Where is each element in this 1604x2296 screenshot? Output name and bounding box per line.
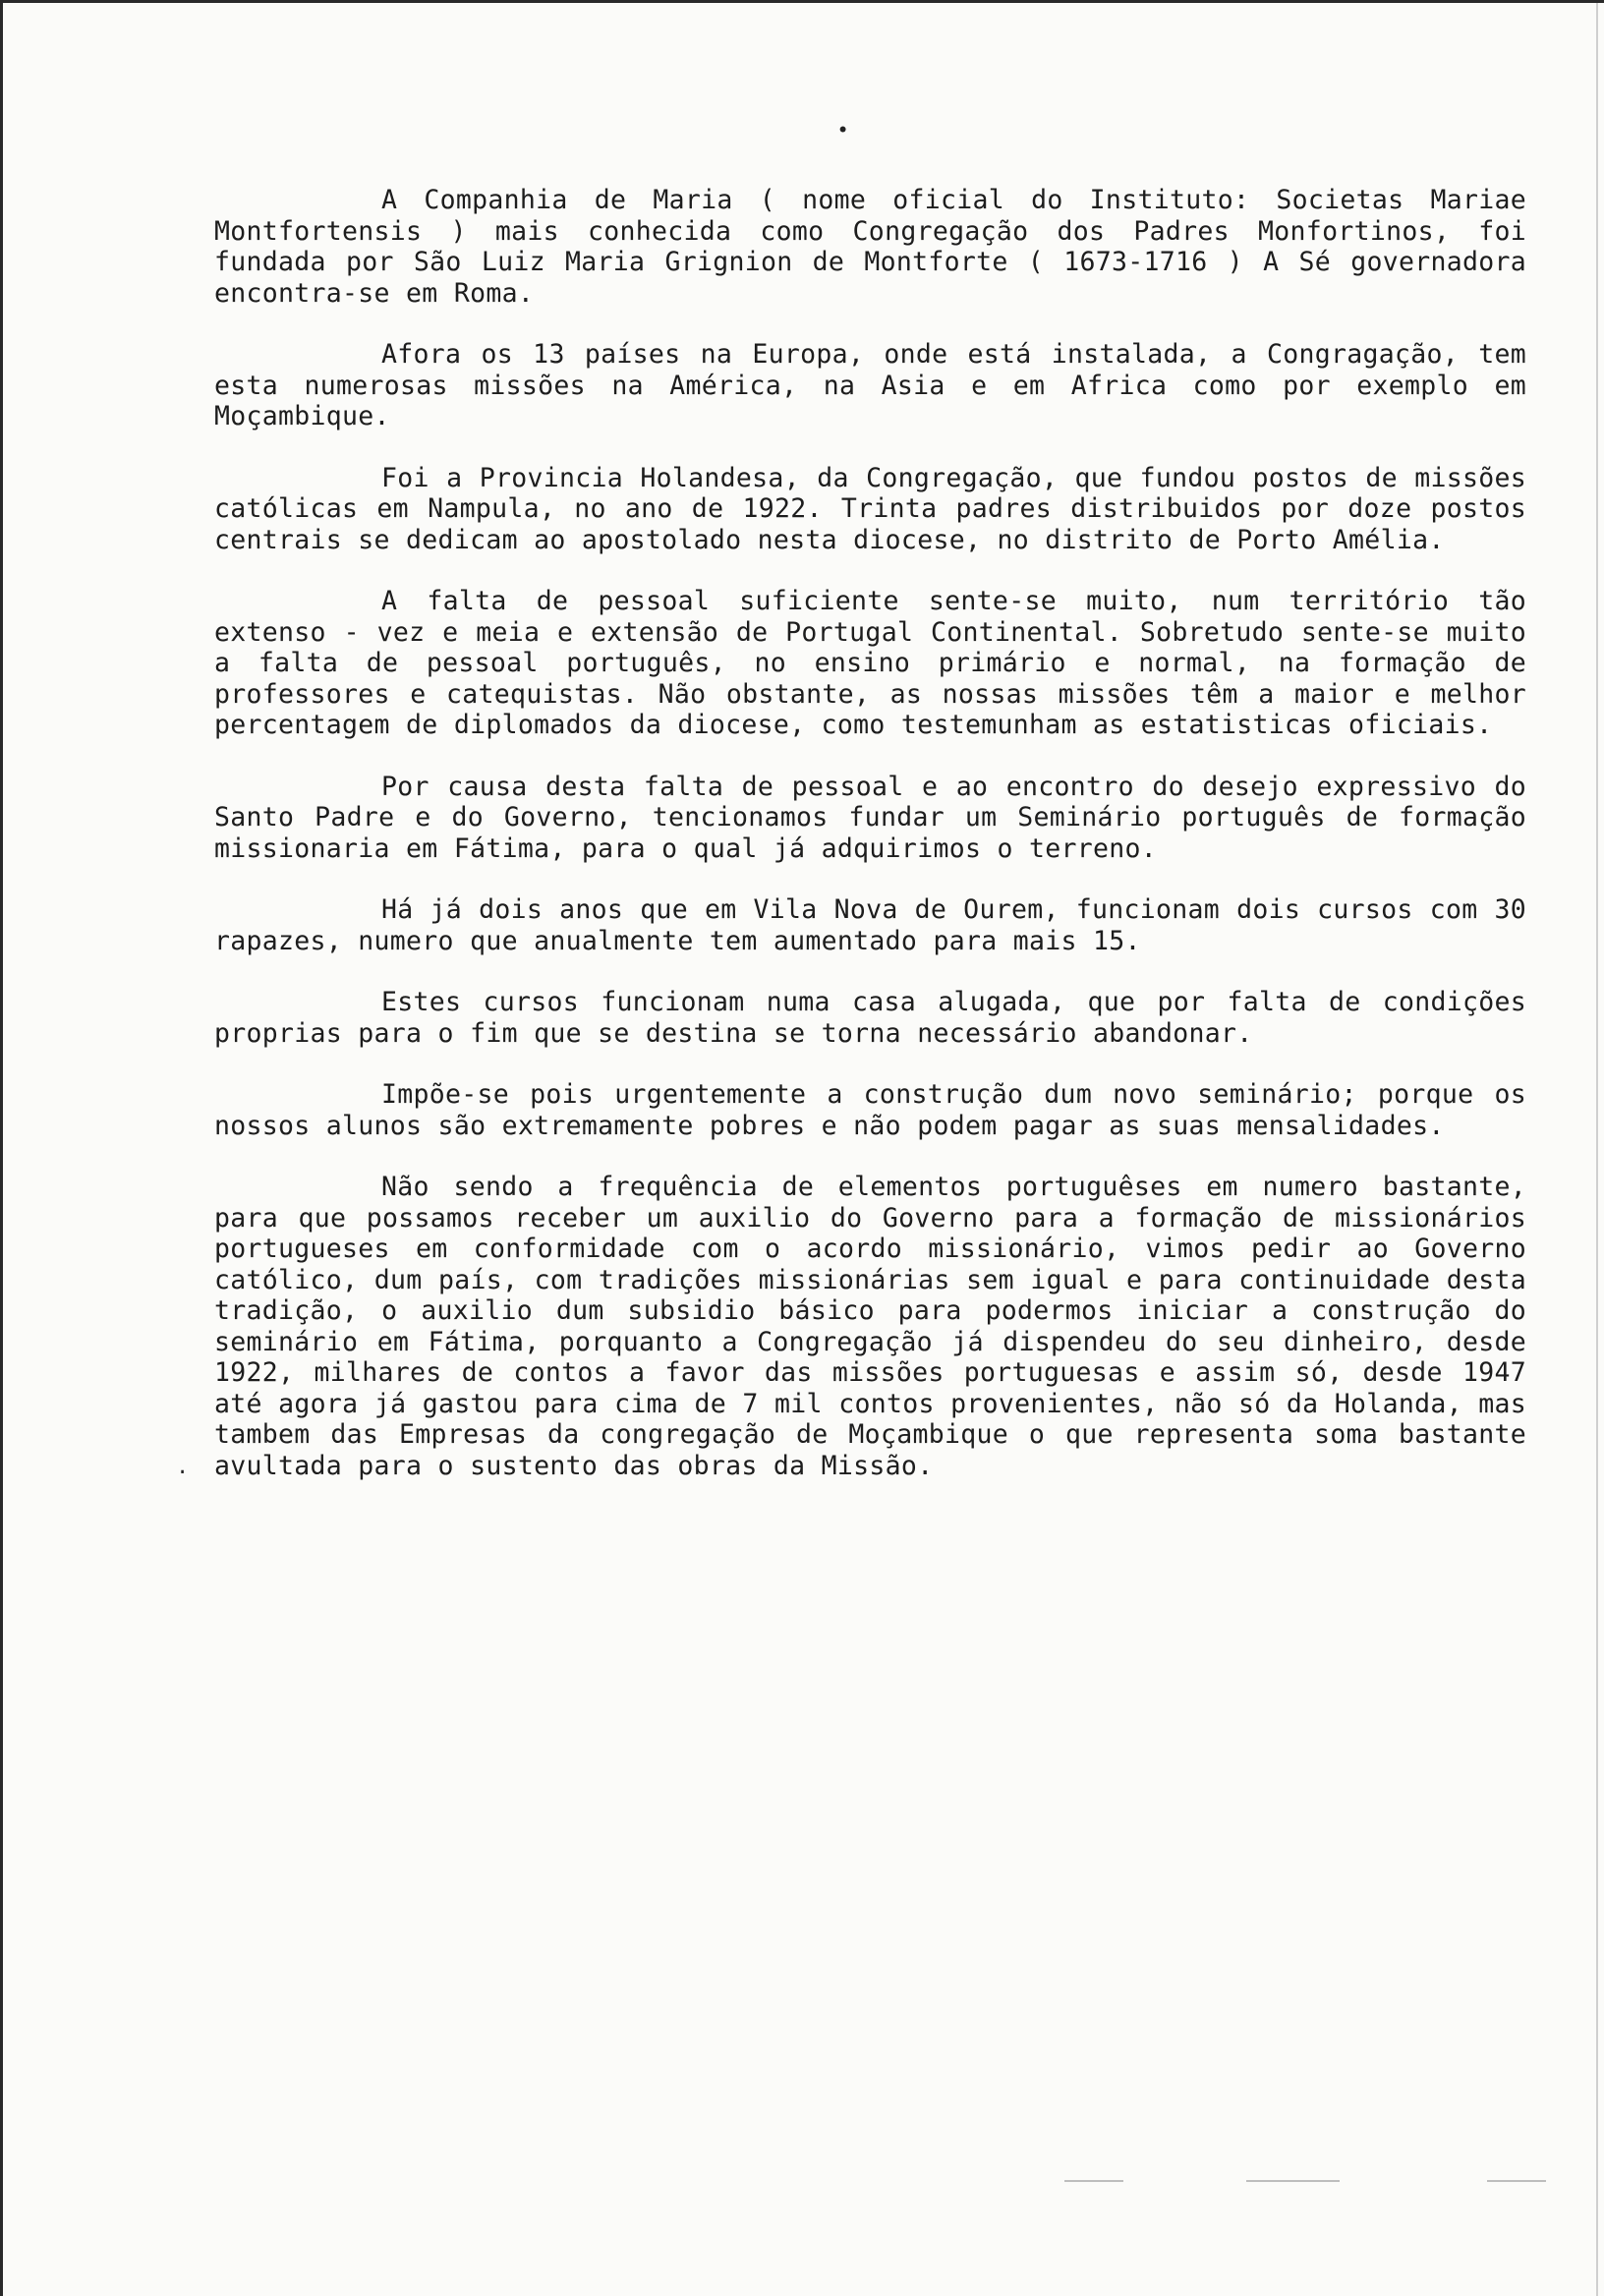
paragraph-4: A falta de pessoal suficiente sente-se muito, num território tão extenso - vez e meia e extensão de Portugal Continental. Sobretudo sente-se muito a falta de pessoal português, no ensino primário e normal, na formação de professores e catequistas. Não obstante, as nossas missões têm a maior e melhor percentagem de diplomados da diocese, como testemunham as estatisticas oficiais. <box>214 586 1526 740</box>
paragraph-2: Afora os 13 países na Europa, onde está instalada, a Congragação, tem esta numerosas missões na América, na Asia e em Africa como por exemplo em Moçambique. <box>214 339 1526 431</box>
paragraph-6: Há já dois anos que em Vila Nova de Ourem, funcionam dois cursos com 30 rapazes, numero que anualmente tem aumentado para mais 15. <box>214 894 1526 956</box>
margin-dot: . <box>176 1456 190 1480</box>
paragraph-5: Por causa desta falta de pessoal e ao encontro do desejo expressivo do Santo Padre e do Governo, tencionamos fundar um Seminário português de formação missionaria em Fátima, para o qual já adquirimos o terreno. <box>214 771 1526 864</box>
paragraph-7: Estes cursos funcionam numa casa alugada, que por falta de condições proprias para o fim que se destina se torna necessário abandonar. <box>214 987 1526 1049</box>
paragraph-9: Não sendo a frequência de elementos portuguêses em numero bastante, para que possamos receber um auxilio do Governo para a formação de missionários portugueses em conformidade com o acordo missionário, vimos pedir ao Governo católico, dum país, com tradições missionárias sem igual e para continuidade desta tradição, o auxilio dum subsidio básico para podermos iniciar a construção do seminário em Fátima, porquanto a Congregação já dispendeu do seu dinheiro, desde 1922, milhares de contos a favor das missões portuguesas e assim só, desde 1947 até agora já gastou para cima de 7 mil contos provenientes, não só da Holanda, mas tambem das Empresas da congregação de Moçambique o que representa soma bastante avultada para o sustento das obras da Missão. <box>214 1172 1526 1481</box>
page-edge <box>1596 3 1598 2296</box>
scan-artifact-line <box>1064 2180 1123 2182</box>
scan-artifact-line <box>1487 2180 1546 2182</box>
scan-artifact-line <box>1246 2180 1340 2182</box>
paragraph-3: Foi a Provincia Holandesa, da Congregação, que fundou postos de missões católicas em Nampula, no ano de 1922. Trinta padres distribuidos por doze postos centrais se dedicam ao apostolado nesta diocese, no distrito de Porto Amélia. <box>214 462 1526 555</box>
typed-letter-body <box>214 185 1526 1512</box>
ink-mark: • <box>836 119 850 144</box>
paragraph-8: Impõe-se pois urgentemente a construção dum novo seminário; porque os nossos alunos são extremamente pobres e não podem pagar as suas mensalidades. <box>214 1079 1526 1141</box>
paragraph-1: A Companhia de Maria ( nome oficial do Instituto: Societas Mariae Montfortensis ) mais conhecida como Congregação dos Padres Monfortinos, foi fundada por São Luiz Maria Grignion de Montforte ( 1673-1716 ) A Sé governadora encontra-se em Roma. <box>214 185 1526 309</box>
